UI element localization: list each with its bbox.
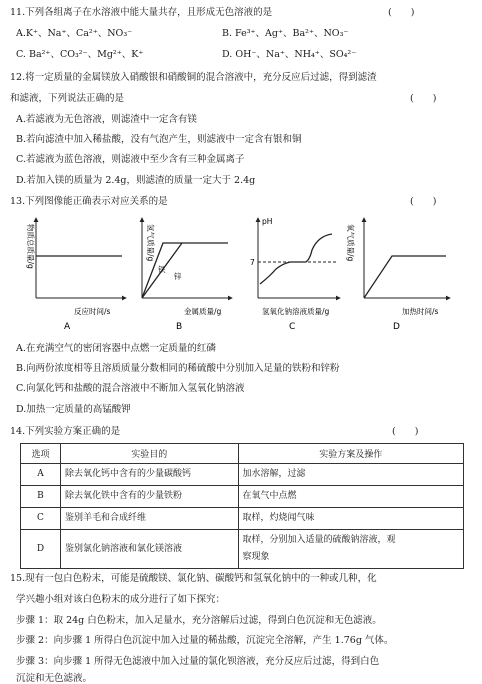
- q11-option-a: A.K⁺、Na⁺、Ca²⁺、NO₃⁻: [16, 28, 133, 39]
- graph-a-xlabel: 反应时间/s: [74, 307, 111, 316]
- table-row: [21, 530, 464, 569]
- q15-step3-cont: 沉淀和无色滤液。: [16, 673, 93, 684]
- q14-table: [20, 443, 464, 569]
- q14-row-c-goal: 鉴别羊毛和合成纤维: [60, 508, 238, 530]
- q14-paren: ( ): [392, 426, 419, 437]
- q14-row-b-goal: 除去氧化铁中含有的少量铁粉: [60, 486, 238, 508]
- q13-option-d: D.加热一定质量的高锰酸钾: [16, 404, 131, 415]
- table-row: [21, 486, 464, 508]
- q11-paren: ( ): [388, 7, 415, 18]
- q14-row-d-plan-line1: 取样，分别加入适量的硫酸钠溶液，观: [242, 535, 396, 545]
- q15-line1: 15.现有一包白色粉末，可能是硫酸镁、氯化钠、碳酸钙和氢氧化钠中的一种或几种，化: [10, 573, 377, 584]
- graph-b-label-zinc: 锌: [174, 272, 182, 281]
- q11-option-c: C. Ba²⁺、CO₃²⁻、Mg²⁺、K⁺: [16, 49, 144, 60]
- q13-paren: ( ): [410, 196, 437, 207]
- q14-row-d-option: D: [21, 530, 61, 569]
- graph-b-letter: B: [176, 322, 183, 332]
- graph-c-letter: C: [289, 322, 296, 332]
- graph-b: [142, 218, 232, 332]
- q14-stem: 14.下列实验方案正确的是: [10, 426, 121, 437]
- q13-option-a: A.在充满空气的密闭容器中点燃一定质量的红磷: [16, 343, 216, 354]
- graph-d-xlabel: 加热时间/s: [402, 307, 439, 316]
- q13-option-b: B.向两份浓度相等且溶质质量分数相同的稀硫酸中分别加入足量的铁粉和锌粉: [16, 363, 340, 374]
- q14-row-c-plan: 取样，灼烧闻气味: [238, 508, 463, 530]
- q13-graphs: [0, 210, 482, 340]
- q14-row-d-plan-line2: 察现象: [242, 552, 270, 562]
- q14-row-b-option: B: [21, 486, 61, 508]
- graph-a-ylabel: 物质总质量/g: [26, 224, 35, 269]
- q15-line2: 学兴趣小组对该白色粉末的成分进行了如下探究：: [16, 594, 226, 605]
- q12-paren: ( ): [410, 93, 437, 104]
- graph-b-xlabel: 金属质量/g: [184, 307, 222, 316]
- q12-stem-line1: 12.将一定质量的金属镁放入硝酸银和硝酸铜的混合溶液中，充分反应后过滤，得到滤渣: [10, 72, 377, 83]
- graph-c-xlabel: 氢氧化钠溶液质量/g: [262, 307, 330, 316]
- q11-option-b: B. Fe³⁺、Ag⁺、Ba²⁺、NO₃⁻: [222, 28, 349, 39]
- q12-option-a: A.若滤液为无色溶液，则滤渣中一定含有镁: [16, 114, 197, 125]
- q14-header-plan: 实验方案及操作: [238, 444, 463, 464]
- graph-b-ylabel: 氢气质量/g: [146, 224, 155, 262]
- q14-row-c-option: C: [21, 508, 61, 530]
- graph-b-label-iron: 铁: [158, 265, 166, 274]
- graph-c-curve: [260, 234, 332, 284]
- q14-row-a-option: A: [21, 464, 61, 486]
- q14-row-a-plan: 加水溶解，过滤: [238, 464, 463, 486]
- q11-option-d: D. OH⁻、Na⁺、NH₄⁺、SO₄²⁻: [222, 49, 357, 60]
- q13-stem: 13.下列图像能正确表示对应关系的是: [10, 196, 168, 207]
- graph-d-letter: D: [393, 322, 400, 332]
- q15-step2: 步骤 2：向步骤 1 所得白色沉淀中加入过量的稀盐酸，沉淀完全溶解，产生 1.76g 气体。: [16, 635, 394, 646]
- graph-c: [250, 217, 340, 332]
- q12-option-d: D.若加入镁的质量为 2.4g，则滤渣的质量一定大于 2.4g: [16, 175, 256, 186]
- q14-row-d-plan: [238, 530, 463, 569]
- graph-c-tick-7: 7: [250, 258, 255, 267]
- graph-a: [26, 218, 126, 332]
- q14-row-d-goal: 鉴别氯化钠溶液和氯化镁溶液: [60, 530, 238, 569]
- q11-stem: 11.下列各组离子在水溶液中能大量共存，且形成无色溶液的是: [10, 7, 273, 18]
- q14-table-header: [21, 444, 464, 464]
- q12-option-c: C.若滤液为蓝色溶液，则滤液中至少含有三种金属离子: [16, 154, 245, 165]
- graph-a-letter: A: [64, 322, 71, 332]
- graph-d-line: [364, 256, 446, 298]
- q12-option-b: B.若向滤渣中加入稀盐酸，没有气泡产生，则滤液中一定含有银和铜: [16, 134, 302, 145]
- q15-step3: 步骤 3：向步骤 1 所得无色滤液中加入过量的氯化钡溶液，充分反应后过滤，得到白色: [16, 656, 380, 667]
- q14-row-b-plan: 在氧气中点燃: [238, 486, 463, 508]
- graph-d-ylabel: 氧气质量/g: [346, 224, 355, 262]
- q14-header-option: 选项: [21, 444, 61, 464]
- table-row: [21, 508, 464, 530]
- q14-header-goal: 实验目的: [60, 444, 238, 464]
- q15-step1: 步骤 1：取 24g 白色粉末，加入足量水，充分溶解后过滤，得到白色沉淀和无色滤液。: [16, 615, 382, 626]
- graph-c-ylabel: pH: [262, 217, 273, 226]
- q12-stem-line2: 和滤液，下列说法正确的是: [10, 93, 125, 104]
- graph-d: [346, 218, 450, 332]
- q14-row-a-goal: 除去氧化钙中含有的少量碳酸钙: [60, 464, 238, 486]
- q13-option-c: C.向氯化钙和盐酸的混合溶液中不断加入氢氧化钠溶液: [16, 383, 245, 394]
- table-row: [21, 464, 464, 486]
